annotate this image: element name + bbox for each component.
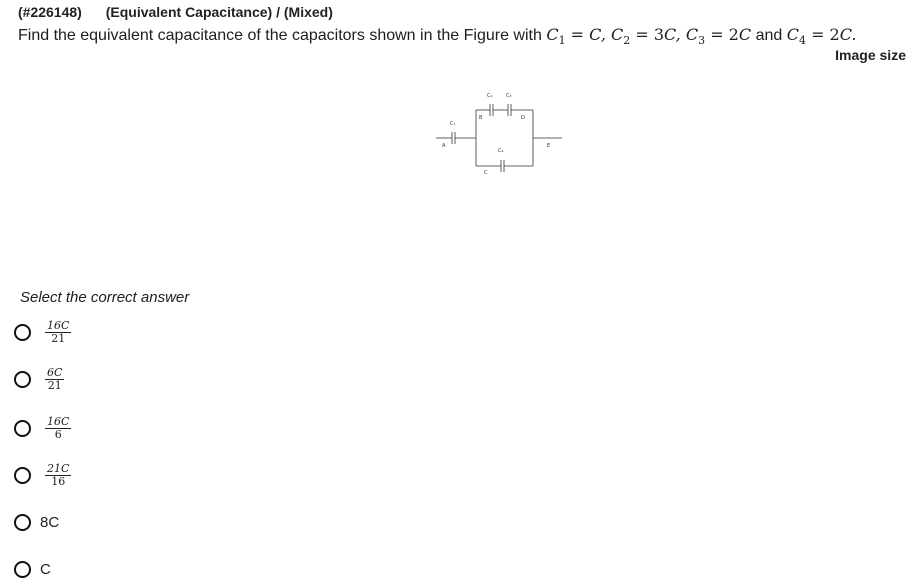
answer-option-1[interactable] [14,320,71,345]
fraction-numerator: 6C [47,366,63,379]
question-and: and [755,27,783,44]
question-header [18,4,353,20]
question-text [18,25,857,47]
image-size-label[interactable]: Image size [835,47,906,63]
fraction-numerator: 21C [47,462,70,475]
option-label: 8C [40,514,60,531]
answer-prompt: Select the correct answer [20,289,190,306]
radio-button[interactable] [14,371,31,388]
answer-option-6[interactable] [14,561,51,578]
fraction-denominator: 16 [51,475,66,488]
label-a: A [442,143,446,149]
label-b: B [479,115,483,121]
label-d: D [521,115,525,121]
answer-option-3[interactable] [14,416,71,441]
label-c2: C₂ [487,93,493,99]
capacitance-c4: $C_4 = 2C$. [786,25,857,48]
answer-option-5[interactable] [14,514,59,531]
question-id: (#226148) [18,4,82,20]
label-c3: C₃ [506,93,512,99]
fraction-denominator: 6 [54,428,62,441]
answer-option-2[interactable] [14,367,64,392]
label-c4: C₄ [498,148,504,154]
answer-option-4[interactable] [14,463,71,488]
radio-button[interactable] [14,514,31,531]
circuit-figure [434,88,564,178]
option-fraction [45,416,71,441]
option-fraction [45,367,64,392]
fraction-denominator: 21 [47,379,62,392]
question-category: (Equivalent Capacitance) / (Mixed) [105,4,333,20]
option-fraction [45,463,71,488]
label-c: C [484,170,488,176]
option-fraction [45,320,71,345]
capacitance-values: $C_1 = C$, $C_2 = 3C$, $C_3 = 2C$ [546,25,752,48]
option-label: C [40,561,51,578]
radio-button[interactable] [14,561,31,578]
radio-button[interactable] [14,467,31,484]
fraction-denominator: 21 [51,332,66,345]
question-stem: Find the equivalent capacitance of the capacitors shown in the Figure with [18,27,542,44]
label-e: E [547,143,551,149]
fraction-numerator: 16C [47,415,70,428]
label-c1: C₁ [450,121,456,127]
fraction-numerator: 16C [47,319,70,332]
radio-button[interactable] [14,420,31,437]
radio-button[interactable] [14,324,31,341]
